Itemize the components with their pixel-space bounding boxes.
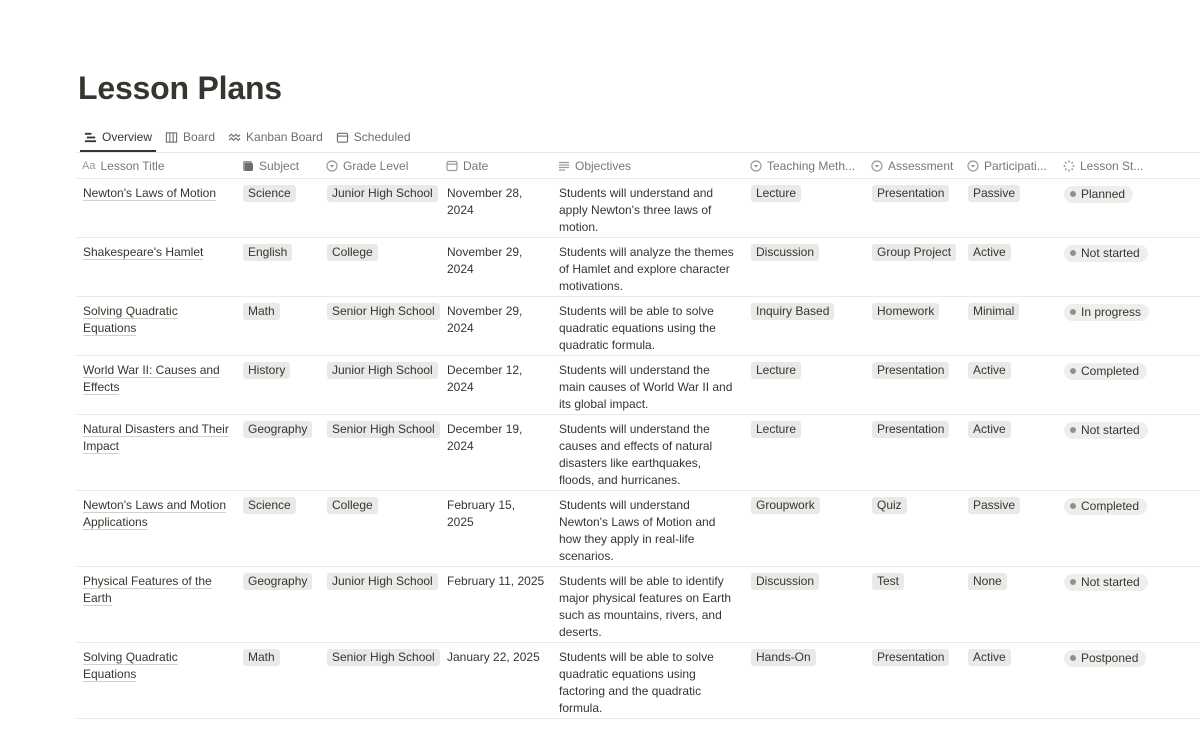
method-cell[interactable]: [744, 643, 865, 718]
grade-tag: College: [327, 244, 378, 261]
status-badge: [1064, 245, 1148, 262]
lesson-title[interactable]: Newton's Laws and Motion Applications: [83, 498, 227, 529]
status-label: Not started: [1081, 422, 1140, 437]
status-cell[interactable]: [1057, 415, 1200, 490]
table-row[interactable]: [76, 415, 1200, 491]
subject-tag: Geography: [243, 573, 312, 590]
assessment-cell[interactable]: [865, 567, 961, 642]
objectives-cell[interactable]: Students will be able to solve quadratic equations using the quadratic formula.: [559, 304, 716, 352]
lesson-title[interactable]: Newton's Laws of Motion: [83, 186, 217, 200]
grade-tag: Senior High School: [327, 649, 440, 666]
date-cell[interactable]: November 29, 2024: [447, 304, 523, 335]
status-cell[interactable]: [1057, 356, 1200, 414]
objectives-cell[interactable]: Students will understand and apply Newton's three laws of motion.: [559, 186, 714, 234]
participation-cell[interactable]: [961, 643, 1057, 718]
subject-tag: Science: [243, 185, 296, 202]
participation-tag: Minimal: [968, 303, 1019, 320]
objectives-cell[interactable]: Students will be able to identify major physical features on Earth such as mountains, rivers, and deserts.: [559, 574, 732, 639]
status-cell[interactable]: [1057, 643, 1200, 718]
tab-label: Scheduled: [353, 130, 411, 144]
tab-label: Board: [183, 130, 216, 144]
subject-cell[interactable]: [236, 179, 320, 237]
status-badge: [1064, 422, 1148, 439]
column-header-objectives[interactable]: [552, 153, 744, 178]
participation-tag: Active: [968, 362, 1011, 379]
status-dot-icon: [1070, 191, 1076, 197]
table-header: [76, 153, 1200, 179]
column-label: Participati...: [984, 158, 1047, 173]
status-label: Not started: [1081, 574, 1140, 589]
lesson-title-cell[interactable]: [76, 297, 236, 355]
status-dot-icon: [1070, 427, 1076, 433]
tab-overview[interactable]: [78, 124, 158, 150]
assessment-tag: Test: [872, 573, 904, 590]
table-row[interactable]: [76, 179, 1200, 238]
date-cell[interactable]: December 12, 2024: [447, 363, 523, 394]
status-badge: [1064, 498, 1147, 515]
column-header-lesson-title[interactable]: [76, 153, 236, 178]
grade-cell[interactable]: [320, 491, 440, 566]
column-header-date[interactable]: [440, 153, 552, 178]
subject-cell[interactable]: [236, 491, 320, 566]
method-tag: Hands-On: [751, 649, 816, 666]
participation-tag: Active: [968, 421, 1011, 438]
tab-kanban-board[interactable]: [222, 124, 329, 150]
select-circle-icon: [326, 160, 338, 172]
status-label: Completed: [1081, 498, 1140, 513]
date-cell[interactable]: December 19, 2024: [447, 422, 523, 453]
subject-cell[interactable]: [236, 643, 320, 718]
lesson-title-cell[interactable]: [76, 643, 236, 718]
status-label: Completed: [1081, 363, 1140, 378]
lesson-title-cell[interactable]: [76, 567, 236, 642]
subject-cell[interactable]: [236, 297, 320, 355]
method-cell[interactable]: [744, 491, 865, 566]
overview-icon: [84, 131, 97, 144]
status-dot-icon: [1070, 309, 1076, 315]
table-row[interactable]: [76, 643, 1200, 719]
method-cell[interactable]: [744, 238, 865, 296]
column-label: Date: [463, 158, 489, 173]
grade-cell[interactable]: [320, 297, 440, 355]
assessment-tag: Group Project: [872, 244, 956, 261]
participation-tag: Active: [968, 649, 1011, 666]
column-label: Subject: [259, 158, 300, 173]
column-label: Teaching Meth...: [767, 158, 856, 173]
grade-tag: College: [327, 497, 378, 514]
grade-tag: Junior High School: [327, 573, 438, 590]
table-row[interactable]: [76, 491, 1200, 567]
method-tag: Discussion: [751, 244, 819, 261]
method-tag: Lecture: [751, 421, 801, 438]
text-aa-icon: Aa: [82, 159, 96, 172]
select-circle-icon: [871, 160, 883, 172]
status-badge: [1064, 304, 1149, 321]
lesson-title-cell[interactable]: [76, 491, 236, 566]
status-badge: [1064, 650, 1146, 667]
status-cell[interactable]: [1057, 238, 1200, 296]
grade-tag: Junior High School: [327, 185, 438, 202]
assessment-cell[interactable]: [865, 179, 961, 237]
status-dot-icon: [1070, 250, 1076, 256]
participation-cell[interactable]: [961, 238, 1057, 296]
assessment-tag: Presentation: [872, 421, 949, 438]
participation-cell[interactable]: [961, 567, 1057, 642]
subject-tag: Geography: [243, 421, 312, 438]
date-cell[interactable]: November 29, 2024: [447, 245, 523, 276]
method-cell[interactable]: [744, 179, 865, 237]
assessment-tag: Quiz: [872, 497, 907, 514]
calendar-icon: [336, 131, 349, 144]
select-icon: [242, 160, 254, 172]
status-badge: [1064, 363, 1147, 380]
status-label: In progress: [1081, 304, 1142, 319]
lesson-title-cell[interactable]: [76, 179, 236, 237]
tab-label: Overview: [102, 130, 153, 144]
status-dot-icon: [1070, 503, 1076, 509]
method-cell[interactable]: [744, 567, 865, 642]
assessment-cell[interactable]: [865, 491, 961, 566]
tab-label: Kanban Board: [246, 130, 323, 144]
grade-cell[interactable]: [320, 415, 440, 490]
grade-cell[interactable]: [320, 643, 440, 718]
assessment-tag: Presentation: [872, 362, 949, 379]
method-tag: Lecture: [751, 362, 801, 379]
lesson-table: [76, 152, 1200, 719]
participation-tag: Passive: [968, 185, 1020, 202]
status-label: Postponed: [1081, 650, 1139, 665]
lesson-title-cell[interactable]: [76, 356, 236, 414]
assessment-tag: Homework: [872, 303, 939, 320]
assessment-cell[interactable]: [865, 643, 961, 718]
participation-tag: None: [968, 573, 1007, 590]
method-tag: Inquiry Based: [751, 303, 834, 320]
subject-cell[interactable]: [236, 238, 320, 296]
method-tag: Lecture: [751, 185, 801, 202]
kanban-icon: [228, 131, 241, 144]
status-label: Not started: [1081, 245, 1140, 260]
subject-tag: Math: [243, 649, 280, 666]
column-header-subject[interactable]: [236, 153, 320, 178]
column-label: Lesson St...: [1080, 158, 1144, 173]
lesson-title[interactable]: Solving Quadratic Equations: [83, 304, 178, 335]
table-row[interactable]: [76, 567, 1200, 643]
objectives-cell[interactable]: Students will understand the main causes of World War II and its global impact.: [559, 363, 733, 411]
subject-tag: English: [243, 244, 292, 261]
select-circle-icon: [750, 160, 762, 172]
grade-cell[interactable]: [320, 238, 440, 296]
column-label: Lesson Title: [100, 158, 165, 173]
objectives-cell[interactable]: Students will analyze the themes of Hamlet and explore character motivations.: [559, 245, 734, 293]
tab-scheduled[interactable]: [330, 124, 417, 150]
method-cell[interactable]: [744, 356, 865, 414]
lesson-title-cell[interactable]: [76, 415, 236, 490]
subject-tag: History: [243, 362, 290, 379]
tab-board[interactable]: [159, 124, 221, 150]
status-cell[interactable]: [1057, 567, 1200, 642]
grade-cell[interactable]: [320, 356, 440, 414]
status-cell[interactable]: [1057, 297, 1200, 355]
status-dot-icon: [1070, 579, 1076, 585]
lesson-title[interactable]: Shakespeare's Hamlet: [83, 245, 204, 259]
status-badge: [1064, 574, 1148, 591]
grade-cell[interactable]: [320, 567, 440, 642]
status-cell[interactable]: [1057, 491, 1200, 566]
participation-cell[interactable]: [961, 491, 1057, 566]
status-dot-icon: [1070, 368, 1076, 374]
date-cell[interactable]: February 15, 2025: [447, 498, 516, 529]
lesson-title-cell[interactable]: [76, 238, 236, 296]
view-tabs: [78, 124, 418, 150]
date-cell[interactable]: January 22, 2025: [447, 650, 540, 664]
participation-tag: Active: [968, 244, 1011, 261]
calendar-icon: [446, 160, 458, 172]
grade-tag: Senior High School: [327, 303, 440, 320]
column-label: Assessment: [888, 158, 954, 173]
column-header-lesson-status[interactable]: [1057, 153, 1200, 178]
grade-tag: Senior High School: [327, 421, 440, 438]
text-lines-icon: [558, 160, 570, 172]
participation-tag: Passive: [968, 497, 1020, 514]
column-header-teaching-method[interactable]: [744, 153, 865, 178]
lesson-title[interactable]: Physical Features of the Earth: [83, 574, 212, 605]
subject-cell[interactable]: [236, 415, 320, 490]
subject-tag: Science: [243, 497, 296, 514]
status-cell[interactable]: [1057, 179, 1200, 237]
assessment-cell[interactable]: [865, 297, 961, 355]
objectives-cell[interactable]: Students will understand the causes and effects of natural disasters like earthquakes, floods, and hurricanes.: [559, 422, 713, 487]
select-circle-icon: [967, 160, 979, 172]
subject-cell[interactable]: [236, 356, 320, 414]
participation-cell[interactable]: [961, 415, 1057, 490]
method-cell[interactable]: [744, 297, 865, 355]
column-header-grade-level[interactable]: [320, 153, 440, 178]
assessment-tag: Presentation: [872, 649, 949, 666]
method-cell[interactable]: [744, 415, 865, 490]
participation-cell[interactable]: [961, 179, 1057, 237]
participation-cell[interactable]: [961, 356, 1057, 414]
grade-cell[interactable]: [320, 179, 440, 237]
lesson-title[interactable]: Natural Disasters and Their Impact: [83, 422, 229, 453]
subject-cell[interactable]: [236, 567, 320, 642]
column-label: Objectives: [575, 158, 632, 173]
table-row[interactable]: [76, 297, 1200, 356]
board-icon: [165, 131, 178, 144]
status-badge: [1064, 186, 1133, 203]
lesson-title[interactable]: Solving Quadratic Equations: [83, 650, 178, 681]
method-tag: Discussion: [751, 573, 819, 590]
assessment-tag: Presentation: [872, 185, 949, 202]
column-header-participation[interactable]: [961, 153, 1057, 178]
page-title: Lesson Plans: [78, 70, 282, 106]
status-icon: [1063, 160, 1075, 172]
subject-tag: Math: [243, 303, 280, 320]
participation-cell[interactable]: [961, 297, 1057, 355]
table-row[interactable]: [76, 356, 1200, 415]
method-tag: Groupwork: [751, 497, 820, 514]
objectives-cell[interactable]: Students will understand Newton's Laws of Motion and how they apply in real-life scenarios.: [559, 498, 716, 563]
column-header-assessment[interactable]: [865, 153, 961, 178]
column-label: Grade Level: [343, 158, 409, 173]
status-dot-icon: [1070, 655, 1076, 661]
status-label: Planned: [1081, 186, 1126, 201]
grade-tag: Junior High School: [327, 362, 438, 379]
objectives-cell[interactable]: Students will be able to solve quadratic equations using factoring and the quadratic formula.: [559, 650, 714, 715]
table-row[interactable]: [76, 238, 1200, 297]
assessment-cell[interactable]: [865, 356, 961, 414]
date-cell[interactable]: November 28, 2024: [447, 186, 523, 217]
date-cell[interactable]: February 11, 2025: [447, 574, 545, 588]
lesson-title[interactable]: World War II: Causes and Effects: [83, 363, 220, 394]
assessment-cell[interactable]: [865, 238, 961, 296]
assessment-cell[interactable]: [865, 415, 961, 490]
